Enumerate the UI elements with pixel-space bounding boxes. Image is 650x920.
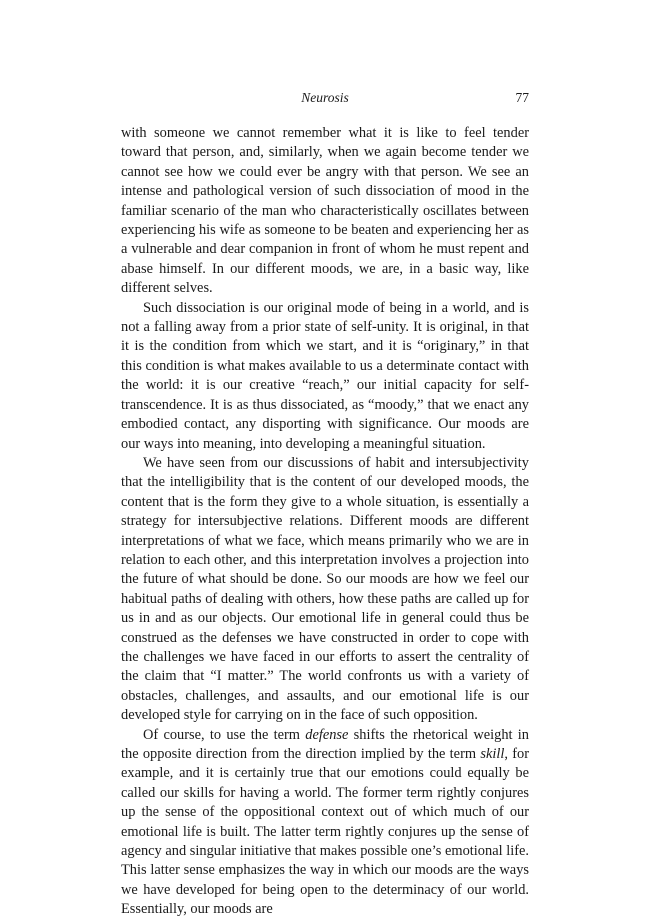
paragraph: [121, 124, 529, 299]
running-title: Neurosis: [301, 90, 349, 105]
text-run: Of course, to use the term: [143, 726, 306, 743]
text-run: , for example, and it is certainly true that our emotions could equally be called our skills for having a world. The former term rightly conjures up the sense of the oppositional context out of which much of our emotional life is built. The latter term rightly conjures up the sense of agency and singular initiative that makes possible one’s emotional life. This latter sense emphasizes the way in which our moods are the ways we have developed for being open to the determinacy of our world. Essentially, our moods are: [121, 746, 529, 918]
running-head: [121, 90, 529, 112]
paragraph: [121, 454, 529, 726]
text-run: We have seen from our discussions of habit and intersubjectivity that the intelligibility that is the content of our developed moods, the content that is the form they give to a whole situation, is essentially a strategy for intersubjective relations. Different moods are different interpretations of what we face, which means primarily who we are in relation to each other, and this interpretation involves a projection into the future of what should be done. So our moods are how we feel our habitual paths of dealing with others, how these paths are called up for us in and as our objects. Our emotional life in general could thus be construed as the defenses we have constructed in order to cope with the challenges we have faced in our efforts to assert the centrality of the claim that “I matter.” The world confronts us with a variety of obstacles, challenges, and assaults, and our emotional life is our developed style for carrying on in the face of such opposition.: [121, 454, 529, 724]
book-page: [121, 90, 529, 920]
paragraph: [121, 726, 529, 920]
page-number: 77: [515, 90, 529, 105]
body-text: [121, 124, 529, 920]
italic-term: skill: [480, 746, 505, 762]
italic-term: defense: [305, 726, 349, 743]
text-run: shifts the rhetorical weight in the opposite direction from the direction implied by the term: [121, 726, 529, 762]
text-run: Such dissociation is our original mode of being in a world, and is not a falling away from a prior state of self-unity. It is original, in that it is the condition from which we start, and it is “originary,” in that this condition is what makes available to us a determinate contact with the world: it is our creative “reach,” our initial capacity for self-transcendence. It is as thus dissociated, as “moody,” that we enact any embodied contact, any disporting with significance. Our moods are our ways into meaning, into developing a meaningful situation.: [121, 299, 529, 452]
text-run: with someone we cannot remember what it is like to feel tender toward that person, and, similarly, when we again become tender we cannot see how we could ever be angry with that person. We see an intense and pathological version of such dissociation of mood in the familiar scenario of the man who characteristically oscillates between experiencing his wife as someone to be beaten and experiencing her as a vulnerable and dear companion in front of whom he must repent and abase himself. In our different moods, we are, in a basic way, like different selves.: [121, 125, 529, 297]
paragraph: [121, 299, 529, 454]
